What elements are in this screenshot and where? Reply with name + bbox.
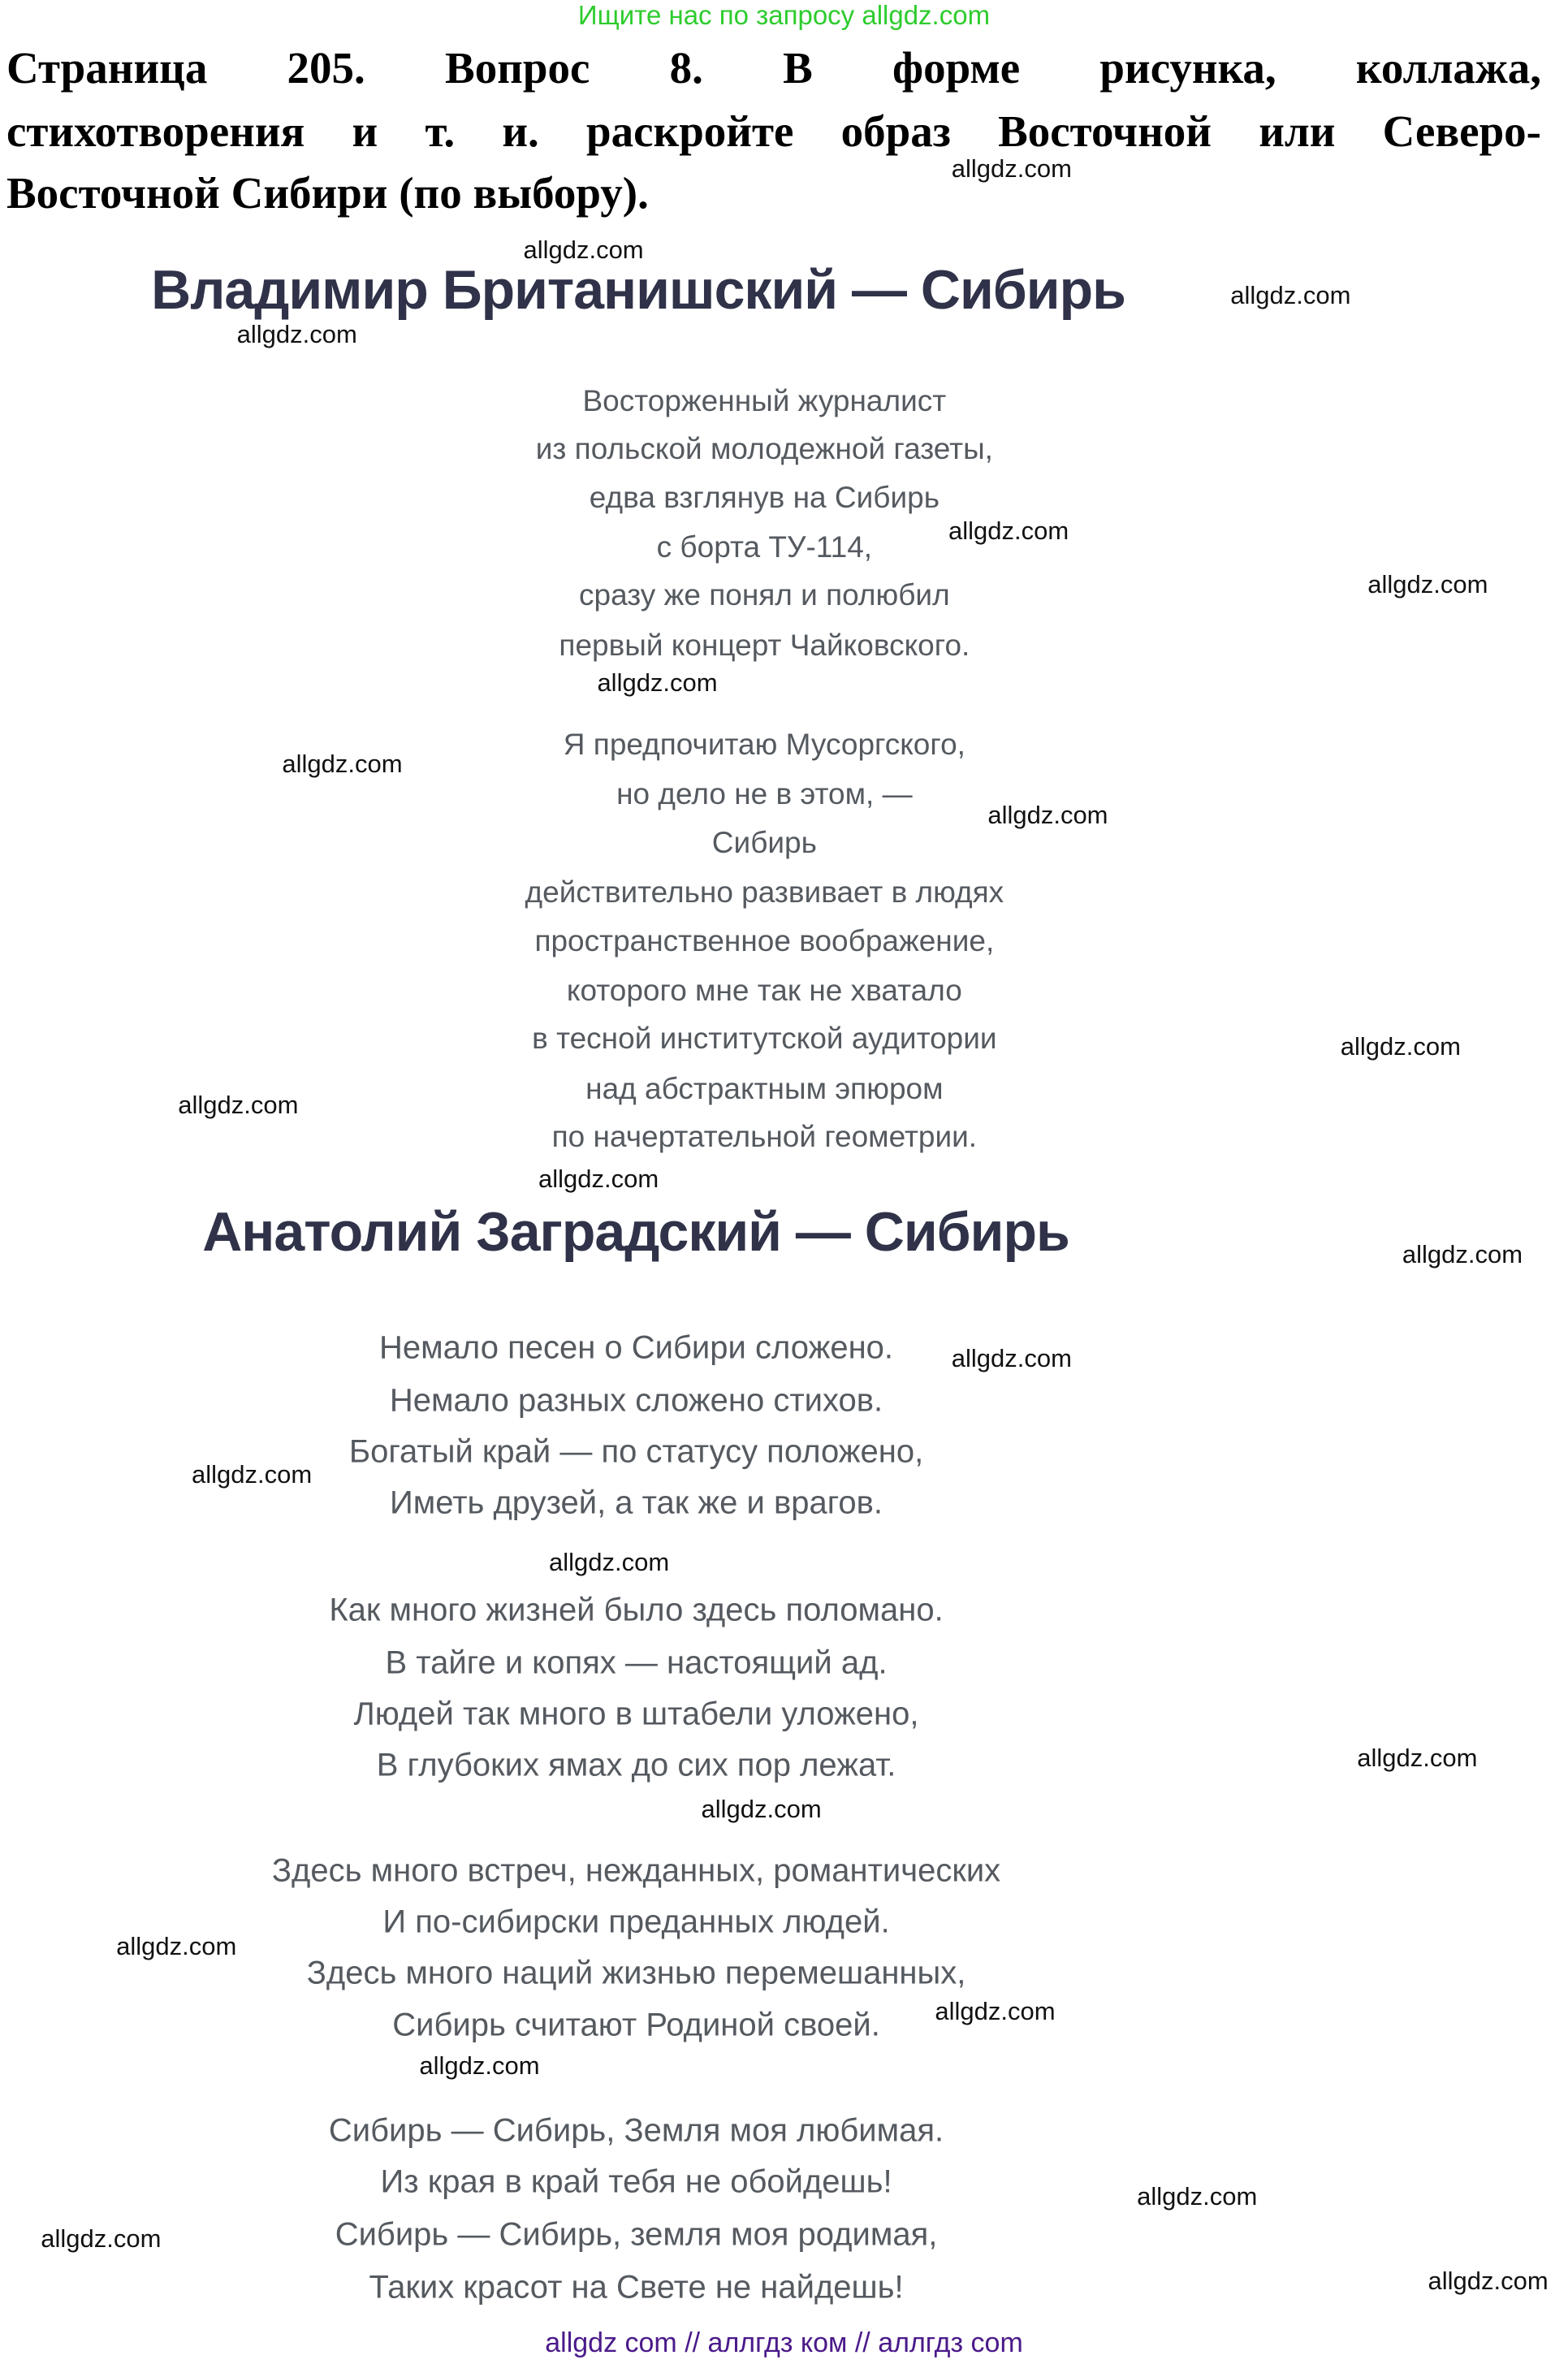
watermark: allgdz.com xyxy=(1428,2267,1549,2296)
question-line-1: Страница 205. Вопрос 8. В форме рисунка, коллажа, xyxy=(6,43,1541,93)
poem-line: Я предпочитаю Мусоргского, xyxy=(563,728,965,762)
poem-line: В глубоких ямах до сих пор лежат. xyxy=(376,1747,896,1783)
poem-line: И по-сибирски преданных людей. xyxy=(382,1904,890,1940)
question-line-2: стихотворения и т. и. раскройте образ Восточной или Северо- xyxy=(6,106,1541,156)
watermark: allgdz.com xyxy=(549,1547,670,1576)
poem-line: в тесной институтской аудитории xyxy=(532,1022,997,1056)
watermark: allgdz.com xyxy=(523,236,644,265)
watermark: allgdz.com xyxy=(1357,1743,1478,1772)
watermark: allgdz.com xyxy=(1137,2182,1258,2211)
poem-line: по начертательной геометрии. xyxy=(551,1119,978,1153)
watermark: allgdz.com xyxy=(178,1090,299,1119)
footer-links: allgdz com // аллгдз ком // аллгдз com xyxy=(545,2327,1023,2358)
watermark: allgdz.com xyxy=(951,153,1072,183)
poem-line: действительно развивает в людях xyxy=(525,875,1004,910)
poem-line: которого мне так не хватало xyxy=(566,973,962,1007)
watermark: allgdz.com xyxy=(419,2051,540,2080)
poem-title-zagradsky: Анатолий Заградский — Сибирь xyxy=(202,1201,1069,1263)
watermark: allgdz.com xyxy=(538,1164,659,1193)
search-banner: Ищите нас по запросу allgdz.com xyxy=(577,0,991,30)
poem-line: пространственное воображение, xyxy=(534,923,995,957)
poem-line: Здесь много встреч, нежданных, романтических xyxy=(271,1852,1001,1889)
poem-line: Иметь друзей, а так же и врагов. xyxy=(390,1485,883,1521)
poem-line: Людей так много в штабели уложено, xyxy=(353,1696,919,1732)
poem-line: Как много жизней было здесь поломано. xyxy=(329,1592,944,1628)
poem-line: едва взглянув на Сибирь xyxy=(589,480,940,514)
watermark: allgdz.com xyxy=(597,668,718,698)
watermark: allgdz.com xyxy=(701,1795,822,1824)
watermark: allgdz.com xyxy=(1367,570,1488,599)
poem-line: но дело не в этом, — xyxy=(616,777,913,811)
watermark: allgdz.com xyxy=(1340,1031,1461,1061)
watermark: allgdz.com xyxy=(236,320,357,349)
watermark: allgdz.com xyxy=(41,2224,162,2254)
watermark: allgdz.com xyxy=(1230,280,1351,309)
poem-line: Немало песен о Сибири сложено. xyxy=(379,1329,894,1366)
poem-line: с борта ТУ-114, xyxy=(656,529,873,564)
poem-line: Из края в край тебя не обойдешь! xyxy=(380,2163,892,2200)
poem-line: Сибирь считают Родиной своей. xyxy=(392,2007,880,2043)
watermark: allgdz.com xyxy=(191,1459,313,1489)
watermark: allgdz.com xyxy=(282,750,403,779)
poem-line: сразу же понял и полюбил xyxy=(579,578,950,612)
watermark: allgdz.com xyxy=(935,1996,1056,2025)
poem-line: Сибирь xyxy=(711,825,817,859)
poem-line: над абстрактным эпюром xyxy=(585,1071,944,1105)
poem-line: Богатый край — по статусу положено, xyxy=(348,1433,924,1470)
poem-line: Сибирь — Сибирь, Земля моя любимая. xyxy=(328,2112,944,2149)
poem-line: Таких красот на Свете не найдешь! xyxy=(369,2269,904,2306)
poem-line: Восторженный журналист xyxy=(582,383,947,417)
watermark: allgdz.com xyxy=(987,801,1108,830)
poem-line: Здесь много наций жизнью перемешанных, xyxy=(306,1955,966,1991)
poem-line: В тайге и копях — настоящий ад. xyxy=(385,1644,888,1681)
poem-title-britanishsky: Владимир Британишский — Сибирь xyxy=(151,259,1125,321)
poem-line: из польской молодежной газеты, xyxy=(535,432,993,466)
watermark: allgdz.com xyxy=(1402,1239,1523,1268)
question-line-3: Восточной Сибири (по выбору). xyxy=(6,168,649,218)
poem-line: Сибирь — Сибирь, земля моя родимая, xyxy=(335,2216,938,2253)
poem-line: первый концерт Чайковского. xyxy=(559,628,970,662)
watermark: allgdz.com xyxy=(116,1932,237,1961)
poem-line: Немало разных сложено стихов. xyxy=(389,1382,883,1419)
watermark: allgdz.com xyxy=(951,1343,1072,1372)
watermark: allgdz.com xyxy=(948,516,1069,545)
